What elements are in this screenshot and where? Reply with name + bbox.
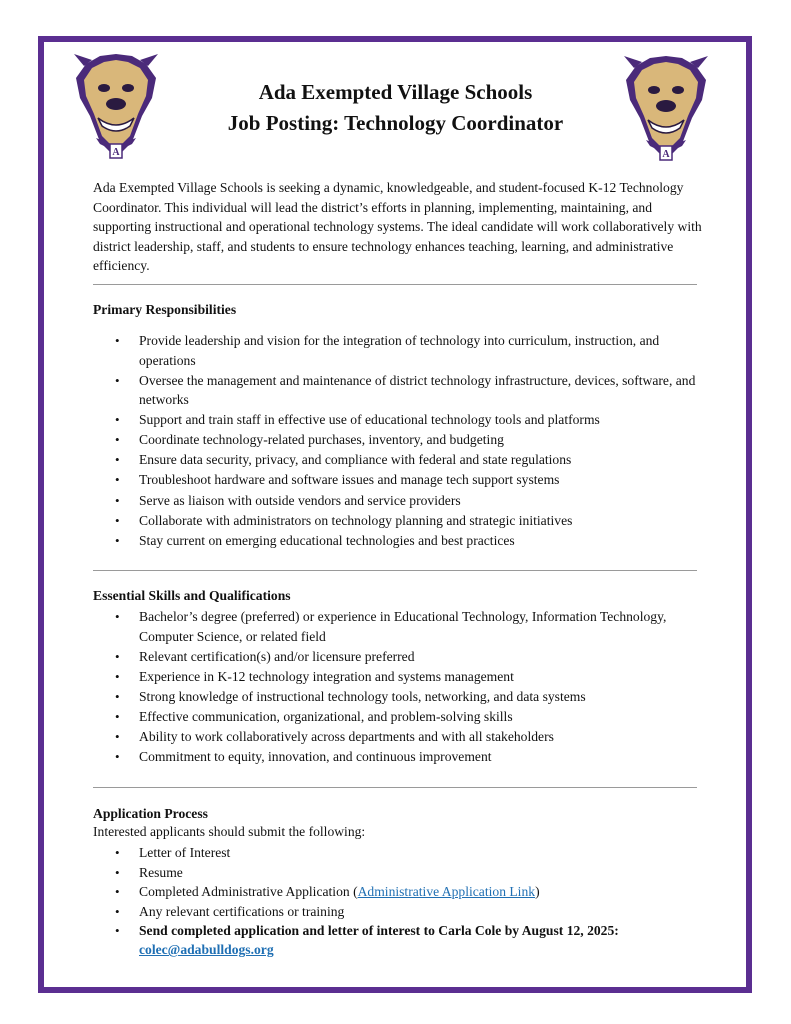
list-item: • Experience in K-12 technology integration and systems management: [115, 668, 514, 684]
list-item: • Serve as liaison with outside vendors and service providers: [115, 492, 461, 508]
list-item: • Send completed application and letter of interest to Carla Cole by August 12, 2025: colec@adabulldogs.org: [115, 923, 619, 958]
list-item: • Any relevant certifications or training: [115, 903, 345, 919]
list-item: • Bachelor’s degree (preferred) or experience in Educational Technology, Information Technology, Computer Science, or related field: [115, 609, 667, 644]
list-item: • Ability to work collaboratively across departments and with all stakeholders: [115, 728, 554, 744]
list-item: • Completed Administrative Application (Administrative Application Link): [115, 884, 540, 900]
divider-2: [93, 570, 697, 571]
email-link[interactable]: colec@adabulldogs.org: [139, 942, 274, 958]
qualifications-list: [93, 607, 703, 767]
title-line-2: Job Posting: Technology Coordinator: [227, 111, 564, 135]
intro-paragraph: Ada Exempted Village Schools is seeking a dynamic, knowledgeable, and student-focused K-12 Technology Coordinator. This individual will lead the district’s efforts in planning, implementing, maintaining, and supporting instructional and operational technology systems. The ideal candidate will work collaboratively with district leadership, staff, and students to ensure technology enhances teaching, learning, and administrative efficiency.: [93, 180, 702, 273]
logo-letter: A: [112, 147, 120, 158]
responsibilities-list: [93, 331, 703, 551]
application-heading: Application Process: [93, 806, 208, 821]
list-item: • Letter of Interest: [115, 845, 231, 860]
list-item: • Strong knowledge of instructional technology tools, networking, and data systems: [115, 688, 586, 704]
list-item: • Troubleshoot hardware and software issues and manage tech support systems: [115, 472, 560, 488]
list-item: • Effective communication, organizational, and problem-solving skills: [115, 708, 513, 724]
list-item: • Relevant certification(s) and/or licensure preferred: [115, 648, 415, 664]
list-item: • Resume: [115, 864, 183, 880]
application-list: [93, 843, 703, 960]
title-line-1: Ada Exempted Village Schools: [258, 80, 533, 104]
administrative-application-link[interactable]: Administrative Application Link: [357, 884, 536, 900]
application-lead: Interested applicants should submit the following:: [93, 824, 366, 839]
responsibilities-heading: Primary Responsibilities: [93, 302, 237, 317]
list-item: • Oversee the management and maintenance of district technology infrastructure, devices, software, and networks: [115, 372, 696, 408]
bulldog-logo-right: [620, 48, 712, 166]
list-item: • Support and train staff in effective use of educational technology tools and platforms: [115, 412, 600, 428]
list-item: • Commitment to equity, innovation, and continuous improvement: [115, 749, 492, 765]
list-item: • Ensure data security, privacy, and compliance with federal and state regulations: [115, 452, 572, 468]
list-item: • Coordinate technology-related purchases, inventory, and budgeting: [115, 432, 504, 448]
logo-letter: A: [662, 149, 670, 160]
list-item: • Collaborate with administrators on technology planning and strategic initiatives: [115, 512, 573, 528]
list-item: • Stay current on emerging educational technologies and best practices: [115, 532, 515, 548]
bulldog-mascot-icon: [624, 56, 708, 160]
divider-3: [93, 787, 697, 788]
divider-1: [93, 284, 697, 285]
list-item: • Provide leadership and vision for the integration of technology into curriculum, instruction, and operations: [115, 333, 660, 368]
qualifications-heading: Essential Skills and Qualifications: [93, 588, 291, 603]
